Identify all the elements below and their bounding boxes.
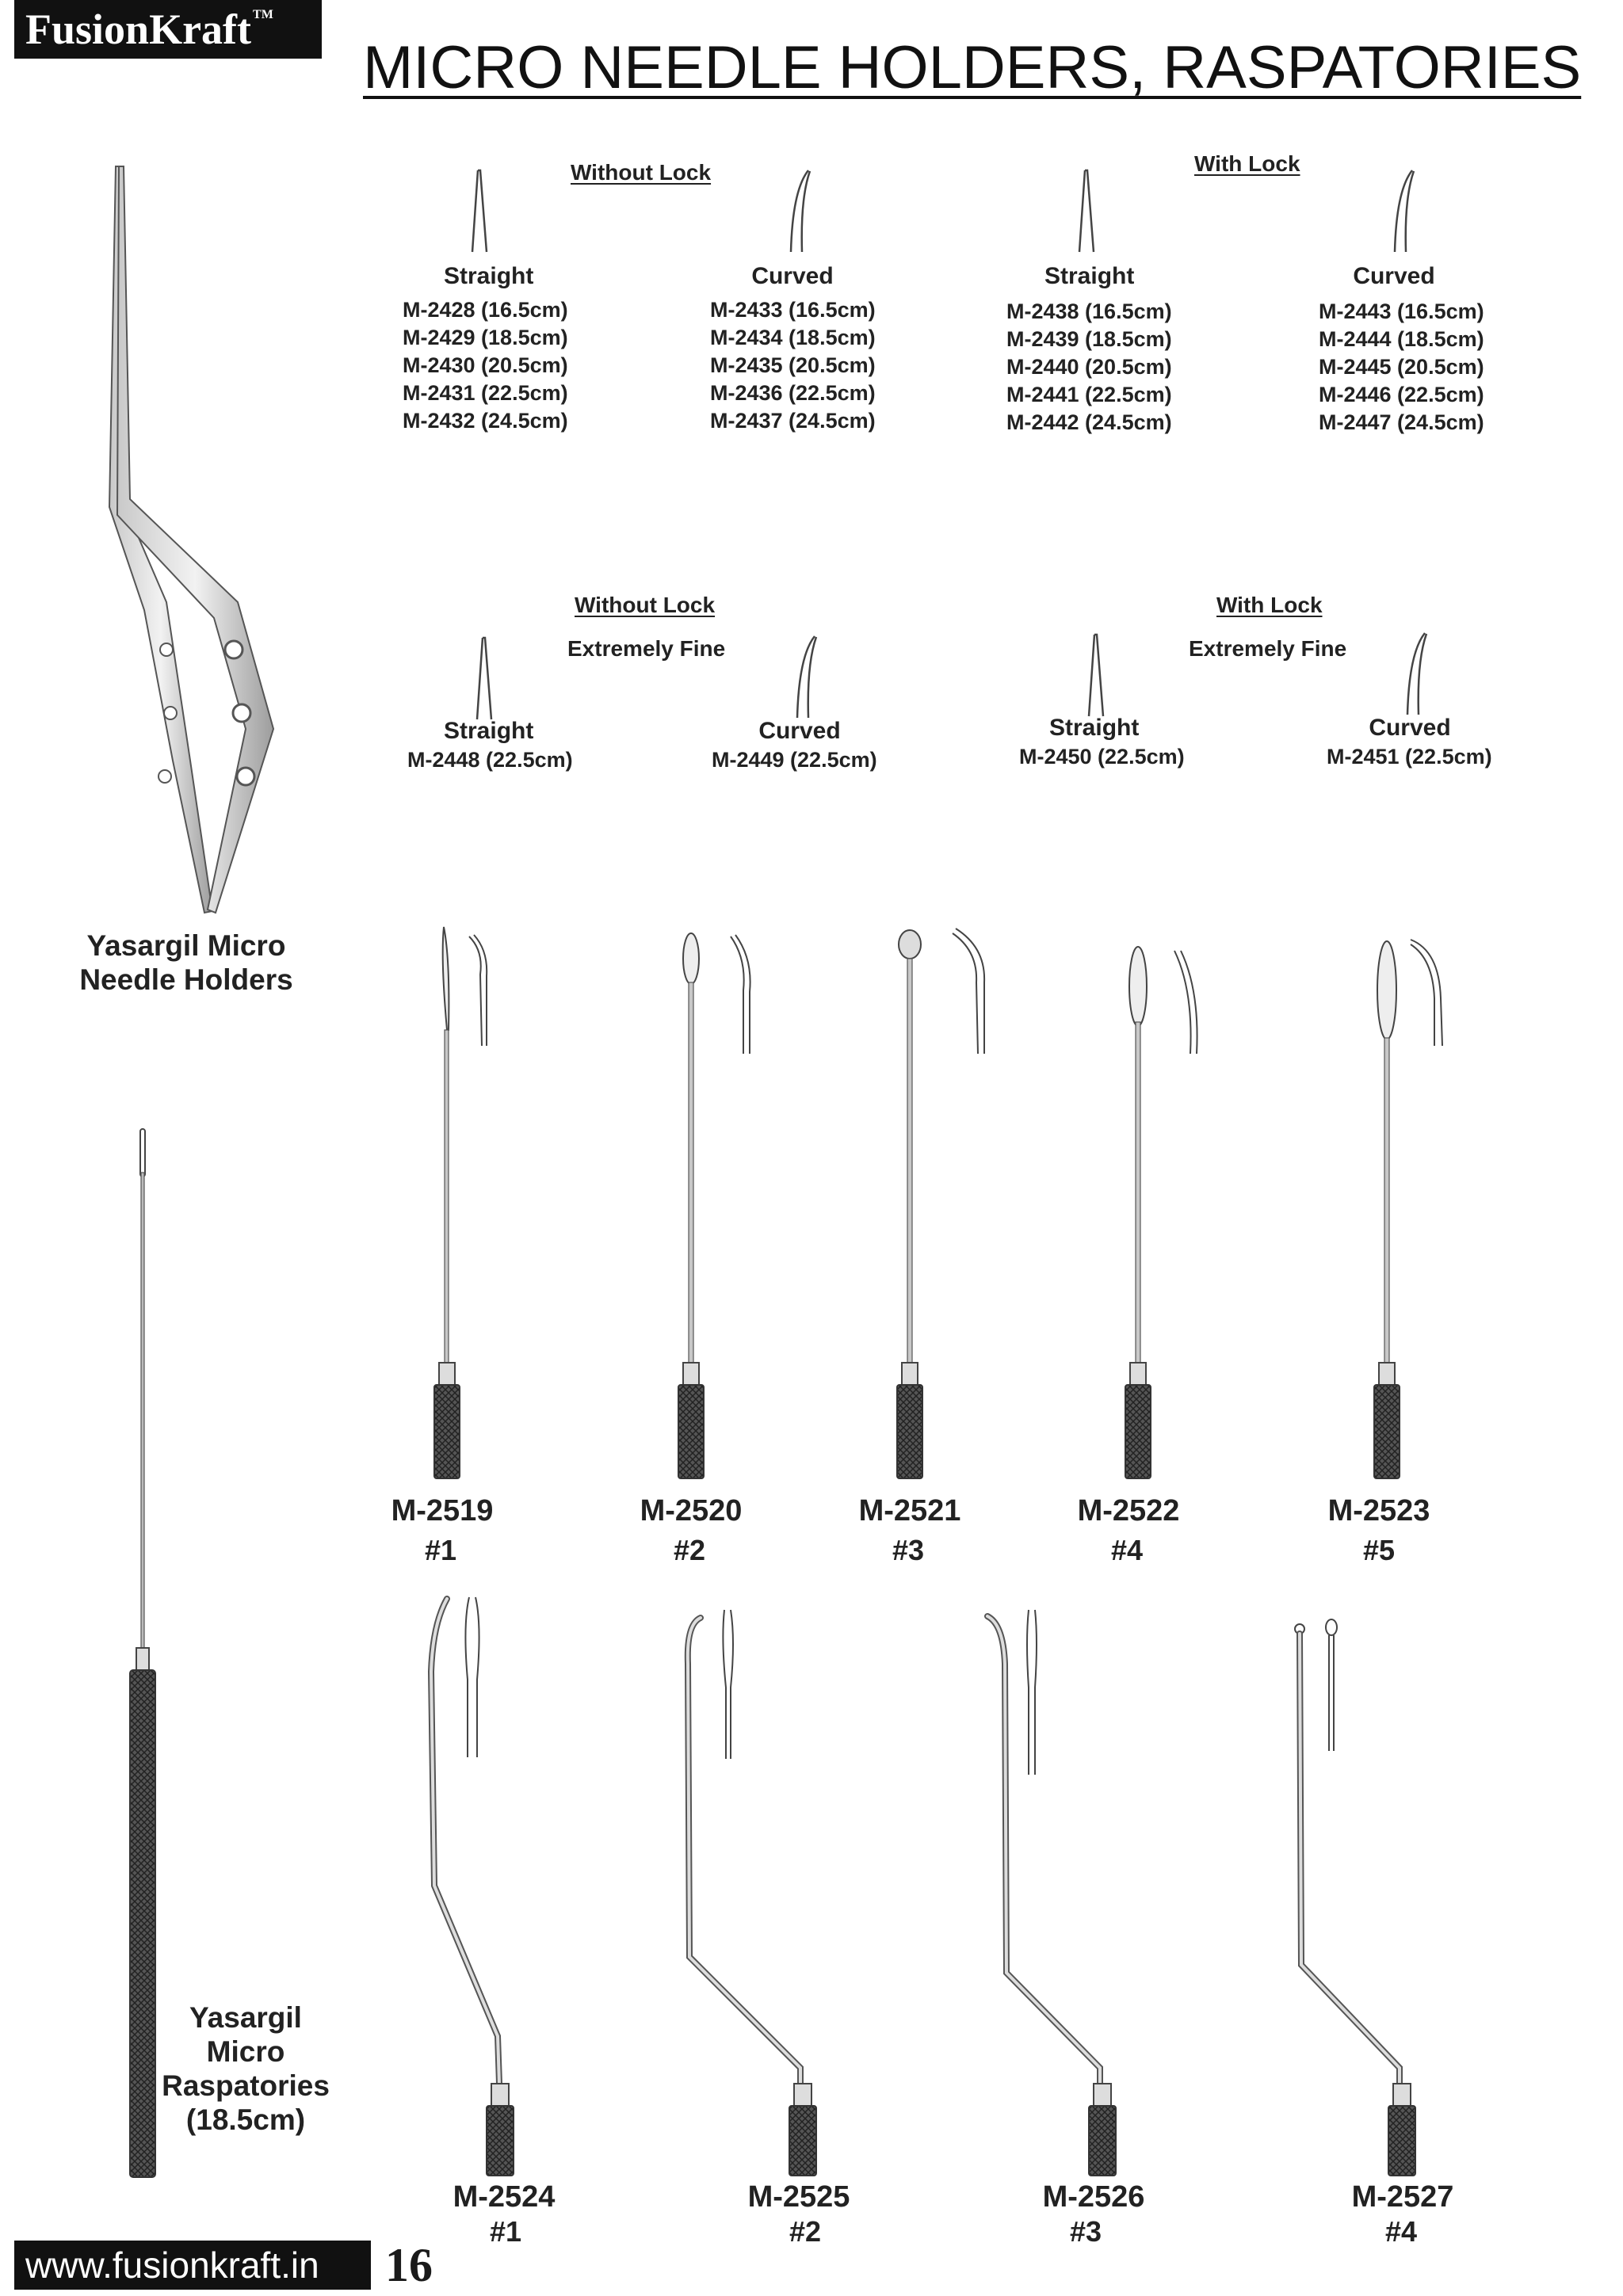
raspatory-straight-illustration (674, 927, 761, 1482)
code-list-with-lock-curved (1319, 298, 1484, 437)
code-list-without-lock-straight (403, 296, 568, 435)
code-item: M-2444 (18.5cm) (1319, 327, 1484, 351)
raspatory-caption-line: Raspatories (162, 2069, 330, 2102)
trademark-mark: TM (253, 8, 273, 21)
raspatory-number: #3 (1069, 2215, 1102, 2248)
tip-straight-sketch (1075, 166, 1098, 254)
code-list-without-lock-curved (710, 296, 876, 435)
code-item: M-2441 (22.5cm) (1006, 383, 1172, 406)
page-title: MICRO NEEDLE HOLDERS, RASPATORIES (363, 34, 1582, 101)
column-label-curved: Curved (751, 263, 834, 289)
holder-caption-line: Yasargil Micro (86, 929, 286, 962)
code-item: M-2447 (24.5cm) (1319, 410, 1484, 434)
holder-caption-line: Needle Holders (79, 963, 293, 996)
raspatory-code: M-2523 (1327, 1494, 1430, 1527)
raspatory-caption-line: Yasargil (189, 2001, 302, 2034)
raspatory-bayonet-illustration (1292, 1616, 1419, 2179)
code-item: M-2449 (22.5cm) (712, 748, 877, 772)
code-item: M-2448 (22.5cm) (407, 748, 573, 772)
brand-logo (14, 0, 322, 59)
tip-curved-sketch (1387, 166, 1419, 254)
code-item: M-2446 (22.5cm) (1319, 383, 1484, 406)
brand-name: FusionKraft (25, 6, 252, 53)
column-label-curved: Curved (1353, 263, 1435, 289)
column-label-curved: Curved (758, 718, 841, 744)
holder-caption (48, 929, 325, 997)
column-label-straight: Straight (1044, 263, 1135, 289)
column-label-straight: Straight (444, 718, 534, 744)
code-item: M-2435 (20.5cm) (710, 353, 876, 377)
raspatory-code: M-2519 (391, 1494, 494, 1527)
tip-straight-sketch (1084, 631, 1108, 718)
group-title-fine-without-lock: Without Lock (575, 593, 716, 617)
needle-holder-illustration (95, 158, 301, 927)
column-label-straight: Straight (1049, 715, 1140, 741)
raspatory-code: M-2524 (453, 2180, 556, 2214)
code-item: M-2432 (24.5cm) (403, 409, 568, 433)
tip-curved-sketch (789, 632, 821, 719)
tip-straight-sketch (472, 634, 496, 721)
raspatory-straight-illustration (1117, 943, 1212, 1482)
code-item: M-2428 (16.5cm) (403, 298, 568, 322)
raspatory-number: #2 (789, 2215, 822, 2248)
raspatory-number: #4 (1384, 2215, 1418, 2248)
code-list-with-lock-straight (1006, 298, 1172, 437)
code-item: M-2440 (20.5cm) (1006, 355, 1172, 379)
code-item: M-2445 (20.5cm) (1319, 355, 1484, 379)
tip-straight-sketch (468, 166, 491, 254)
code-item: M-2450 (22.5cm) (1019, 745, 1185, 769)
code-item: M-2438 (16.5cm) (1006, 299, 1172, 323)
group-subtitle-fine: Extremely Fine (567, 636, 726, 661)
raspatory-bayonet-illustration (981, 1608, 1108, 2179)
code-item: M-2437 (24.5cm) (710, 409, 876, 433)
code-item: M-2434 (18.5cm) (710, 326, 876, 349)
raspatory-code: M-2526 (1042, 2180, 1145, 2214)
website-link[interactable]: www.fusionkraft.in (14, 2241, 371, 2290)
code-item: M-2436 (22.5cm) (710, 381, 876, 405)
page-number: 16 (385, 2239, 433, 2291)
raspatory-code: M-2525 (747, 2180, 850, 2214)
raspatory-straight-illustration (420, 927, 507, 1482)
raspatory-number: #3 (892, 1534, 925, 1566)
group-title-without-lock: Without Lock (571, 160, 712, 185)
group-subtitle-fine: Extremely Fine (1189, 636, 1347, 661)
code-item: M-2430 (20.5cm) (403, 353, 568, 377)
code-item: M-2443 (16.5cm) (1319, 299, 1484, 323)
raspatory-number: #1 (424, 1534, 457, 1566)
raspatory-number: #1 (489, 2215, 522, 2248)
code-item: M-2431 (22.5cm) (403, 381, 568, 405)
raspatory-number: #2 (673, 1534, 706, 1566)
column-label-straight: Straight (444, 263, 534, 289)
raspatory-code: M-2527 (1351, 2180, 1454, 2214)
raspatory-bayonet-illustration (420, 1592, 547, 2179)
raspatory-code: M-2521 (858, 1494, 961, 1527)
code-item: M-2439 (18.5cm) (1006, 327, 1172, 351)
raspatory-straight-illustration (891, 927, 994, 1482)
raspatory-caption-line: Micro (206, 2035, 285, 2068)
code-item: M-2451 (22.5cm) (1327, 745, 1492, 769)
raspatory-code: M-2520 (640, 1494, 743, 1527)
code-item: M-2433 (16.5cm) (710, 298, 876, 322)
tip-curved-sketch (1400, 629, 1431, 716)
tip-curved-sketch (783, 166, 815, 254)
raspatory-number: #4 (1110, 1534, 1144, 1566)
code-item: M-2429 (18.5cm) (403, 326, 568, 349)
raspatory-straight-illustration (1360, 935, 1463, 1482)
code-item: M-2442 (24.5cm) (1006, 410, 1172, 434)
raspatory-number: #5 (1362, 1534, 1396, 1566)
raspatory-code: M-2522 (1077, 1494, 1180, 1527)
raspatory-caption (151, 2000, 341, 2137)
raspatory-caption-line: (18.5cm) (185, 2103, 306, 2136)
column-label-curved: Curved (1369, 715, 1451, 741)
group-title-with-lock: With Lock (1194, 151, 1300, 176)
group-title-fine-with-lock: With Lock (1216, 593, 1323, 617)
raspatory-bayonet-illustration (682, 1608, 808, 2179)
